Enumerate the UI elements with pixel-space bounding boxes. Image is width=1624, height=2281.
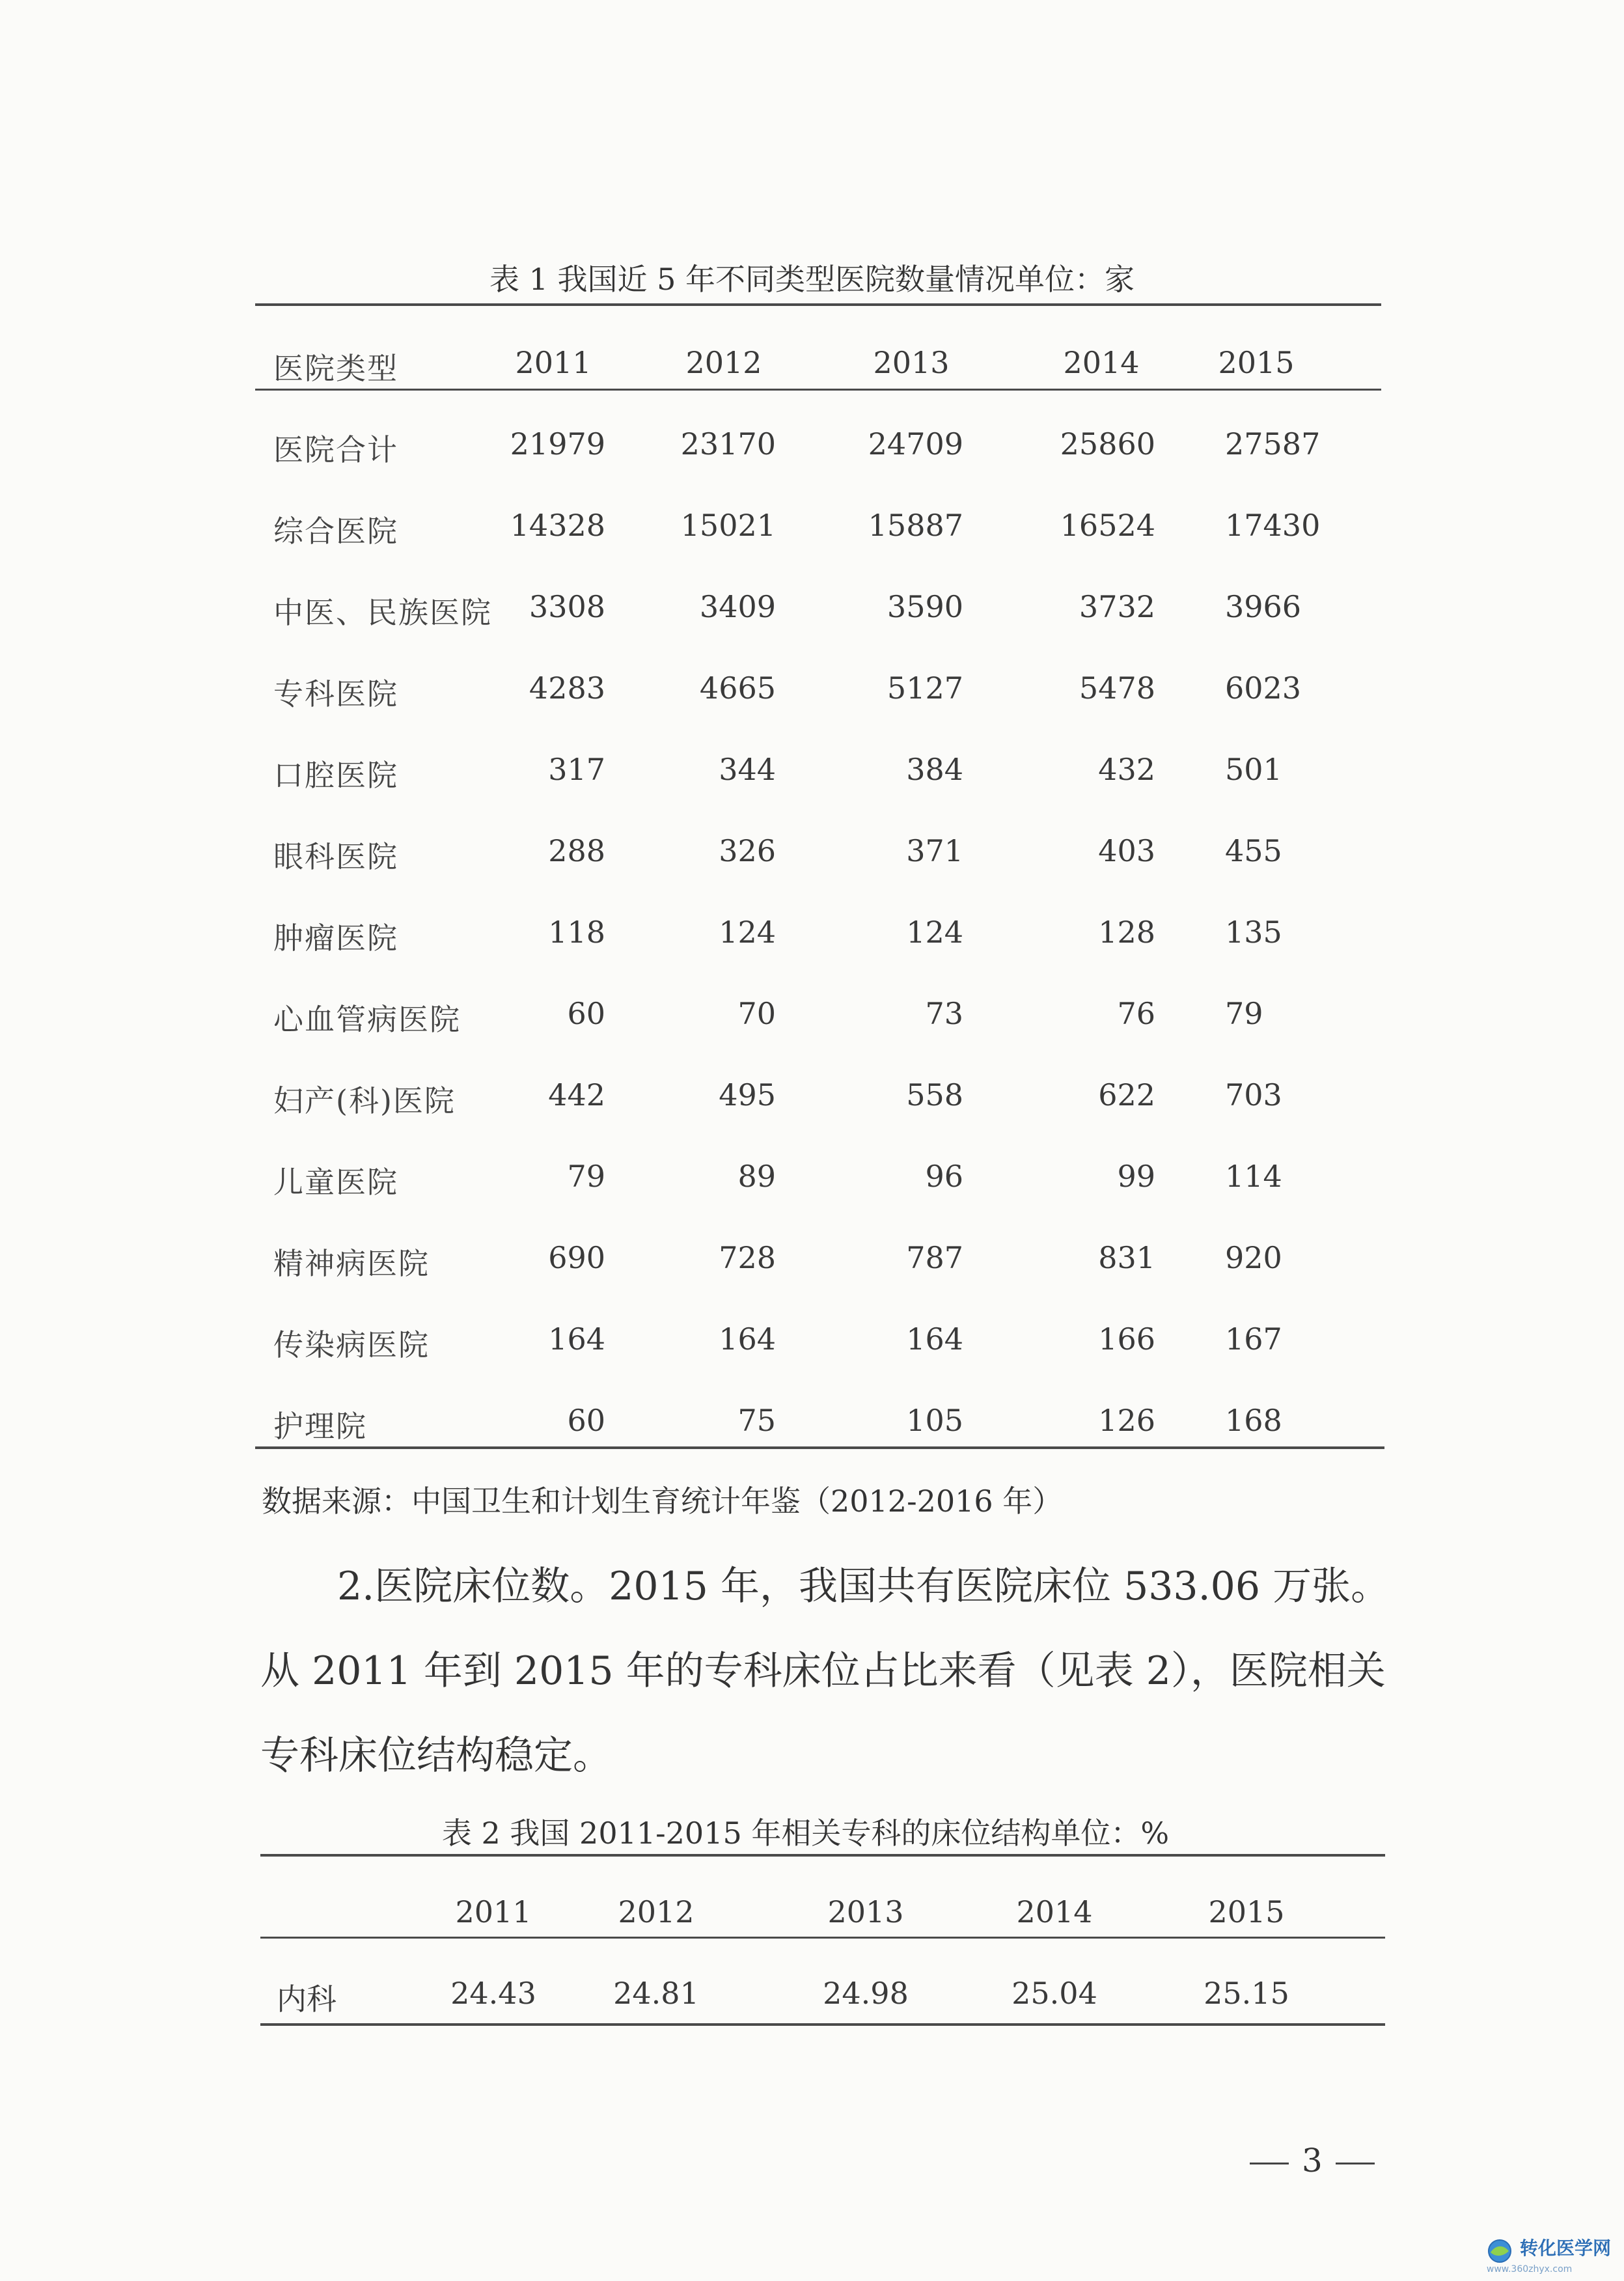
table-cell: 24.43 <box>450 1976 536 2011</box>
table-cell: 164 <box>906 1321 963 1357</box>
table-row <box>0 752 1624 791</box>
table-cell: 60 <box>567 1403 605 1438</box>
row-label: 传染病医院 <box>273 1327 430 1362</box>
row-label: 口腔医院 <box>273 758 398 793</box>
table-cell: 24709 <box>868 426 963 462</box>
table-cell: 24.98 <box>823 1976 909 2011</box>
table-row <box>0 833 1624 872</box>
table-cell: 501 <box>1225 752 1282 787</box>
table-row <box>0 996 1624 1035</box>
table-cell: 124 <box>906 915 963 950</box>
table-cell: 99 <box>1117 1159 1155 1194</box>
table-cell: 167 <box>1225 1321 1282 1357</box>
table-row <box>0 589 1624 628</box>
table2-header-cell: 2012 <box>618 1894 695 1929</box>
table-cell: 14328 <box>510 508 605 543</box>
table2-header-cell: 2011 <box>455 1894 532 1929</box>
table-row <box>0 508 1624 547</box>
table-cell: 164 <box>548 1321 605 1357</box>
table-cell: 166 <box>1098 1321 1155 1357</box>
table-cell: 15021 <box>680 508 776 543</box>
table-cell: 79 <box>567 1159 605 1194</box>
row-label: 专科医院 <box>273 676 398 712</box>
site-watermark <box>1487 2234 1611 2275</box>
table-cell: 76 <box>1117 996 1155 1031</box>
table-cell: 455 <box>1225 833 1282 868</box>
table-cell: 371 <box>906 833 963 868</box>
table-row <box>0 1403 1624 1442</box>
table-cell: 96 <box>925 1159 963 1194</box>
table2-header-rule <box>260 1937 1385 1939</box>
table-cell: 4283 <box>529 670 605 706</box>
body-paragraph: 2.医院床位数。2015 年，我国共有医院床位 533.06 万张。从 2011 年到 2015 年的专科床位占比来看（见表 2），医院相关专科床位结构稳定。 <box>260 1564 1390 1778</box>
table-cell: 24.81 <box>613 1976 699 2011</box>
table2-top-rule <box>260 1854 1385 1857</box>
table1-header-cell: 2013 <box>873 345 950 380</box>
table-cell: 787 <box>906 1240 963 1275</box>
table-cell: 128 <box>1098 915 1155 950</box>
table-cell: 5127 <box>887 670 963 706</box>
table-cell: 384 <box>906 752 963 787</box>
table-cell: 622 <box>1098 1077 1155 1113</box>
table-cell: 703 <box>1225 1077 1282 1113</box>
table-cell: 344 <box>719 752 776 787</box>
table-cell: 831 <box>1098 1240 1155 1275</box>
row-label: 综合医院 <box>273 514 398 549</box>
table2-header-cell: 2013 <box>827 1894 904 1929</box>
table-cell: 168 <box>1225 1403 1282 1438</box>
table-cell: 124 <box>719 915 776 950</box>
row-label: 护理院 <box>273 1409 367 1444</box>
table-cell: 60 <box>567 996 605 1031</box>
table-cell: 164 <box>719 1321 776 1357</box>
table-row <box>0 1159 1624 1198</box>
table-cell: 17430 <box>1225 508 1321 543</box>
table-cell: 89 <box>737 1159 776 1194</box>
table-row <box>0 670 1624 710</box>
row-label: 心血管病医院 <box>273 1002 461 1037</box>
table-cell: 3966 <box>1225 589 1302 624</box>
table-row <box>0 1077 1624 1116</box>
table2-caption: 表 2 我国 2011-2015 年相关专科的床位结构单位：% <box>441 1816 1170 1851</box>
table-cell: 126 <box>1098 1403 1155 1438</box>
page-number-value: 3 <box>1302 2142 1323 2179</box>
table-cell: 25.15 <box>1204 1976 1289 2011</box>
table-cell: 442 <box>548 1077 605 1113</box>
table-cell: 16524 <box>1060 508 1155 543</box>
table1-header-rule <box>255 389 1381 391</box>
table-cell: 558 <box>906 1077 963 1113</box>
table-cell: 432 <box>1098 752 1155 787</box>
table-cell: 79 <box>1225 996 1263 1031</box>
table2-header-cell: 2015 <box>1208 1894 1285 1929</box>
row-label: 肿瘤医院 <box>273 920 398 956</box>
table-cell: 70 <box>737 996 776 1031</box>
table1-top-rule <box>255 303 1381 306</box>
table1-bottom-rule <box>255 1446 1384 1449</box>
table-cell: 495 <box>719 1077 776 1113</box>
table-cell: 5478 <box>1079 670 1155 706</box>
globe-logo-icon <box>1487 2238 1513 2264</box>
row-label: 儿童医院 <box>273 1165 398 1200</box>
row-label: 中医、民族医院 <box>273 595 492 630</box>
table-cell: 73 <box>925 996 963 1031</box>
table-cell: 920 <box>1225 1240 1282 1275</box>
table-cell: 4665 <box>699 670 776 706</box>
table-cell: 75 <box>737 1403 776 1438</box>
row-label: 眼科医院 <box>273 839 398 874</box>
table-cell: 3732 <box>1079 589 1155 624</box>
table-cell: 317 <box>548 752 605 787</box>
table-row <box>0 1240 1624 1279</box>
table1-caption: 表 1 我国近 5 年不同类型医院数量情况单位：家 <box>489 262 1135 297</box>
table-row <box>0 915 1624 954</box>
table-cell: 25860 <box>1060 426 1155 462</box>
table2-bottom-rule <box>260 2023 1385 2026</box>
table-cell: 105 <box>906 1403 963 1438</box>
page-dash-left <box>1250 2163 1289 2164</box>
table-cell: 3590 <box>887 589 963 624</box>
table-cell: 728 <box>719 1240 776 1275</box>
page-dash-right <box>1336 2163 1375 2164</box>
table-cell: 15887 <box>868 508 963 543</box>
row-label: 精神病医院 <box>273 1246 430 1281</box>
watermark-name: 转化医学网 <box>1519 2237 1611 2259</box>
table-row <box>0 426 1624 465</box>
table-cell: 25.04 <box>1012 1976 1097 2011</box>
table-cell: 23170 <box>680 426 776 462</box>
table-cell: 21979 <box>510 426 605 462</box>
table-cell: 118 <box>548 915 605 950</box>
table-row <box>0 1321 1624 1361</box>
table-cell: 403 <box>1098 833 1155 868</box>
row-label: 内科 <box>277 1982 337 2017</box>
table1-header-cell: 2015 <box>1218 345 1295 380</box>
table1-header-cell: 医院类型 <box>273 351 398 386</box>
table-cell: 3308 <box>529 589 605 624</box>
data-source-note: 数据来源：中国卫生和计划生育统计年鉴（2012-2016 年） <box>262 1484 1063 1519</box>
table1-header-row <box>0 345 1624 384</box>
table2-header-cell: 2014 <box>1016 1894 1093 1929</box>
table-cell: 6023 <box>1225 670 1302 706</box>
table-cell: 114 <box>1225 1159 1282 1194</box>
page-number <box>1237 2142 1388 2179</box>
table1-header-cell: 2011 <box>515 345 592 380</box>
table-cell: 27587 <box>1225 426 1321 462</box>
table-cell: 690 <box>548 1240 605 1275</box>
row-label: 医院合计 <box>273 432 398 467</box>
table-cell: 3409 <box>699 589 776 624</box>
table-cell: 135 <box>1225 915 1282 950</box>
table1-header-cell: 2014 <box>1063 345 1140 380</box>
table-cell: 288 <box>548 833 605 868</box>
table1-header-cell: 2012 <box>685 345 762 380</box>
table-cell: 326 <box>719 833 776 868</box>
watermark-url: www.360zhyx.com <box>1486 2264 1573 2274</box>
row-label: 妇产(科)医院 <box>273 1083 456 1118</box>
